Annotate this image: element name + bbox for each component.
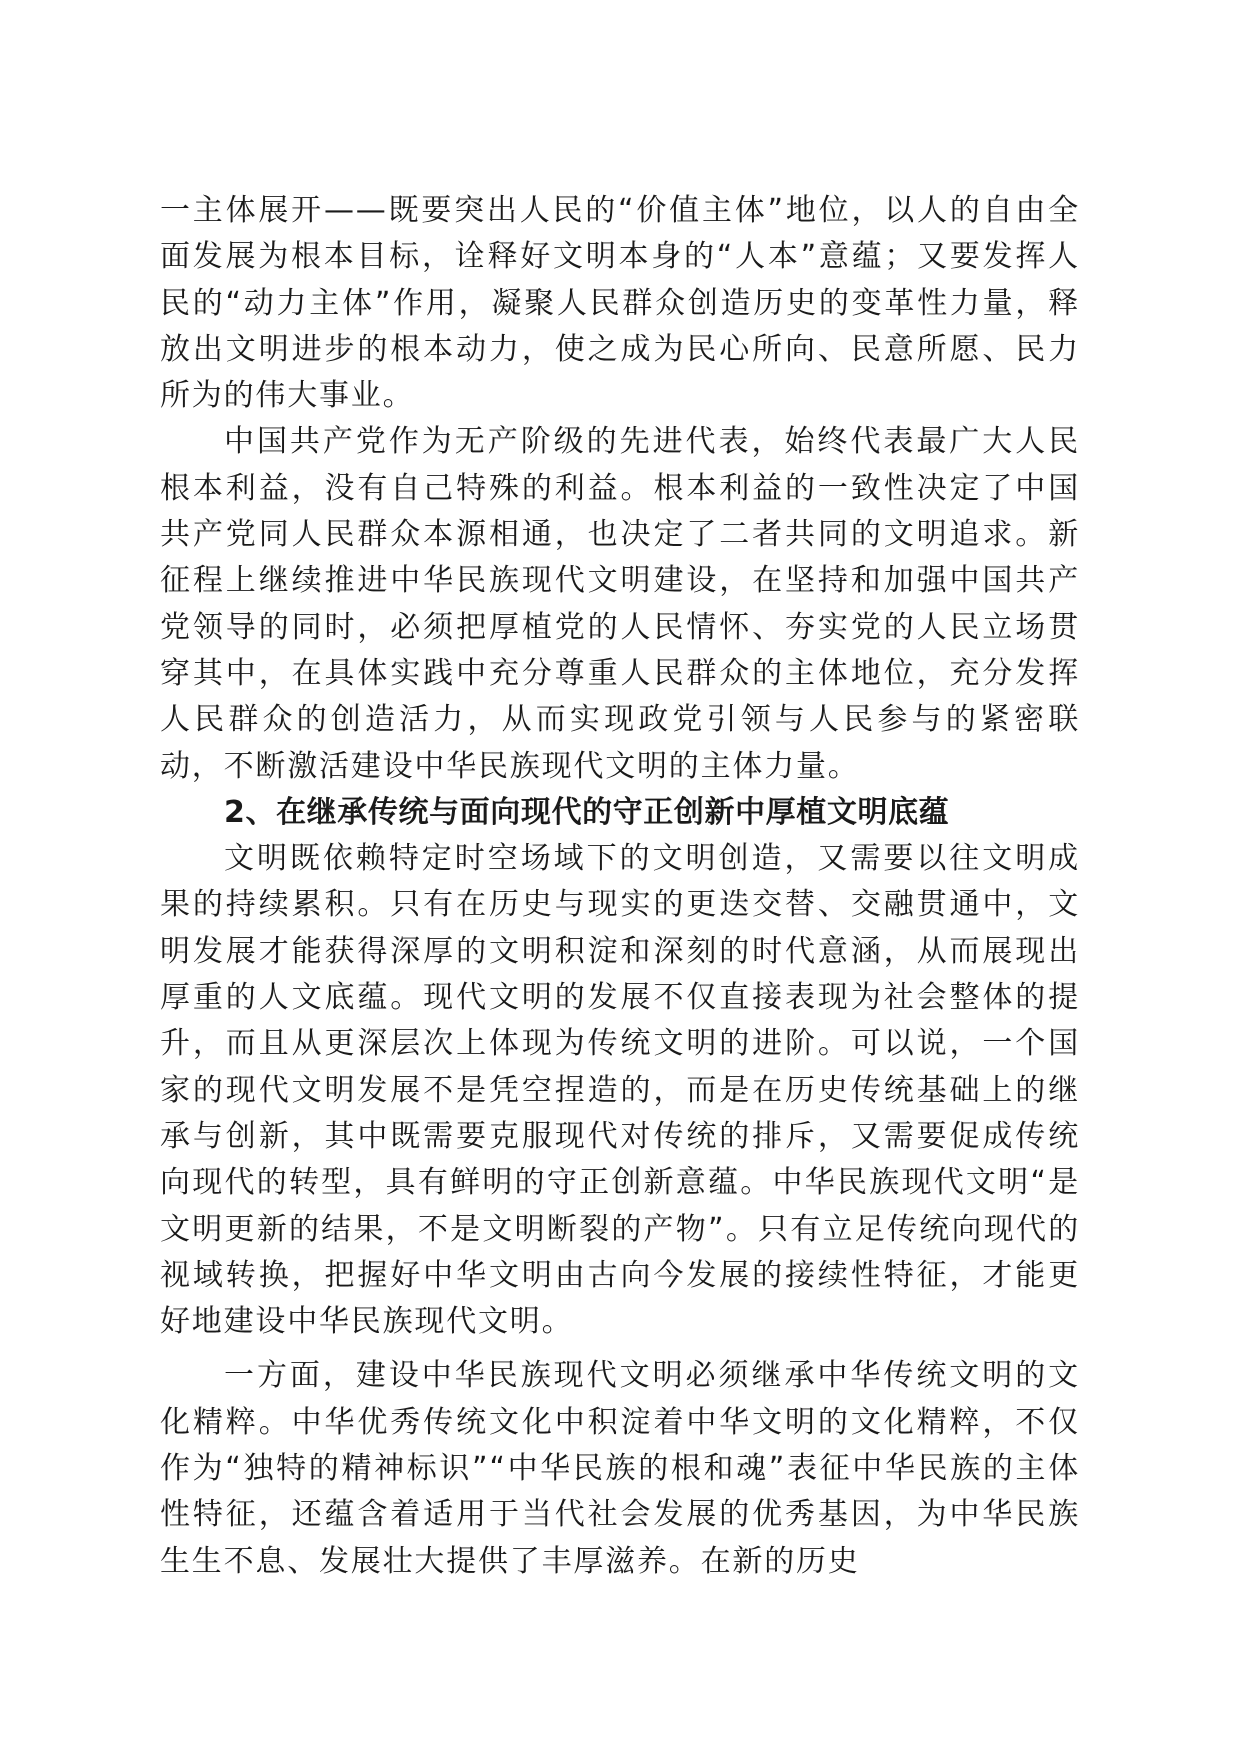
- paragraph-traditional-culture: 一方面，建设中华民族现代文明必须继承中华传统文明的文化精粹。中华优秀传统文化中积淀着中华文明的文化精粹，不仅作为“独特的精神标识”“中华民族的根和魂”表征中华民族的主体性特征，还蕴含着适用于当代社会发展的优秀基因，为中华民族生生不息、发展壮大提供了丰厚滋养。在新的历史: [160, 1358, 1080, 1579]
- paragraph-party-and-people: 中国共产党作为无产阶级的先进代表，始终代表最广大人民根本利益，没有自己特殊的利益。根本利益的一致性决定了中国共产党同人民群众本源相通，也决定了二者共同的文明追求。新征程上继续推进中华民族现代文明建设，在坚持和加强中国共产党领导的同时，必须把厚植党的人民情怀、夯实党的人民立场贯穿其中，在具体实践中充分尊重人民群众的主体地位，充分发挥人民群众的创造活力，从而实现政党引领与人民参与的紧密联动，不断激活建设中华民族现代文明的主体力量。: [160, 424, 1080, 784]
- paragraph-continuation: 一主体展开——既要突出人民的“价值主体”地位，以人的自由全面发展为根本目标，诠释好文明本身的“人本”意蕴；又要发挥人民的“动力主体”作用，凝聚人民群众创造历史的变革性力量，释放出文明进步的根本动力，使之成为民心所向、民意所愿、民力所为的伟大事业。: [160, 193, 1080, 414]
- paragraph-civilization-heritage: 文明既依赖特定时空场域下的文明创造，又需要以往文明成果的持续累积。只有在历史与现实的更迭交替、交融贯通中，文明发展才能获得深厚的文明积淀和深刻的时代意涵，从而展现出厚重的人文底蕴。现代文明的发展不仅直接表现为社会整体的提升，而且从更深层次上体现为传统文明的进阶。可以说，一个国家的现代文明发展不是凭空捏造的，而是在历史传统基础上的继承与创新，其中既需要克服现代对传统的排斥，又需要促成传统向现代的转型，具有鲜明的守正创新意蕴。中华民族现代文明“是文明更新的结果，不是文明断裂的产物”。只有立足传统向现代的视域转换，把握好中华文明由古向今发展的接续性特征，才能更好地建设中华民族现代文明。: [160, 841, 1080, 1340]
- body-text-column: [160, 188, 1080, 1585]
- section-heading: 2、在继承传统与面向现代的守正创新中厚植文明底蕴: [224, 794, 950, 830]
